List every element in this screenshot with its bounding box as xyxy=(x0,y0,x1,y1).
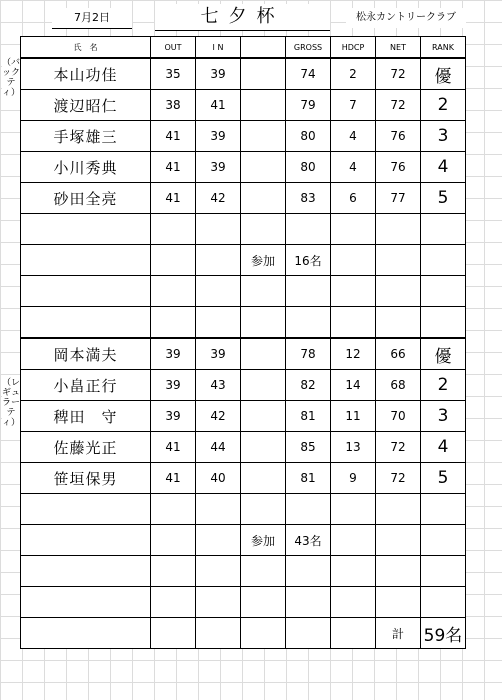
cell-net: 66 xyxy=(376,338,421,370)
cell-gross: 74 xyxy=(286,58,331,90)
cell-in xyxy=(196,587,241,618)
cell-out xyxy=(151,276,196,307)
cell-blank xyxy=(241,90,286,121)
col-gross-header: GROSS xyxy=(286,37,331,59)
cell-rank: 5 xyxy=(421,463,466,494)
cell-rank xyxy=(421,245,466,276)
empty-row xyxy=(21,307,466,339)
cell-gross xyxy=(286,556,331,587)
cell-blank xyxy=(241,432,286,463)
cell-gross: 80 xyxy=(286,121,331,152)
cell-gross xyxy=(286,276,331,307)
cell-net xyxy=(376,245,421,276)
cell-in: 42 xyxy=(196,183,241,214)
cell-in: 39 xyxy=(196,58,241,90)
cell-rank xyxy=(421,556,466,587)
cell-name: 本山功佳 xyxy=(21,58,151,90)
scorecard-table xyxy=(20,36,466,649)
cell-gross xyxy=(286,307,331,339)
cell-gross: 81 xyxy=(286,401,331,432)
cell-net xyxy=(376,276,421,307)
cell-net: 72 xyxy=(376,463,421,494)
table-row xyxy=(21,463,466,494)
cell-hdcp: 14 xyxy=(331,370,376,401)
cell-blank xyxy=(241,307,286,339)
cell-hdcp xyxy=(331,276,376,307)
cell-blank xyxy=(241,214,286,245)
cell-hdcp xyxy=(331,307,376,339)
cell-net: 72 xyxy=(376,432,421,463)
cell-blank xyxy=(241,587,286,618)
cell-hdcp: 13 xyxy=(331,432,376,463)
header-row xyxy=(21,37,466,59)
cell-out xyxy=(151,556,196,587)
cell-gross: 79 xyxy=(286,90,331,121)
cell-gross xyxy=(286,494,331,525)
cell-net xyxy=(376,214,421,245)
cell-blank xyxy=(241,338,286,370)
cell-in xyxy=(196,525,241,556)
cell-net: 72 xyxy=(376,90,421,121)
col-hdcp-header: HDCP xyxy=(331,37,376,59)
cell-gross: 78 xyxy=(286,338,331,370)
cell-out: 38 xyxy=(151,90,196,121)
empty-row xyxy=(21,556,466,587)
table-row xyxy=(21,152,466,183)
cell-gross: 16名 xyxy=(286,245,331,276)
cell-rank xyxy=(421,525,466,556)
cell-gross: 83 xyxy=(286,183,331,214)
cell-rank: 優 xyxy=(421,58,466,90)
cell-rank xyxy=(421,276,466,307)
cell-hdcp: 7 xyxy=(331,90,376,121)
empty-row xyxy=(21,214,466,245)
cell-in xyxy=(196,556,241,587)
cell-out xyxy=(151,587,196,618)
cell-hdcp xyxy=(331,556,376,587)
cell-in: 42 xyxy=(196,401,241,432)
cell-rank: 3 xyxy=(421,121,466,152)
cell-gross xyxy=(286,214,331,245)
cell-name: 小畠正行 xyxy=(21,370,151,401)
cell-gross xyxy=(286,587,331,618)
cell-out xyxy=(151,245,196,276)
cell-out: 41 xyxy=(151,463,196,494)
cell-in xyxy=(196,276,241,307)
cell-out: 35 xyxy=(151,58,196,90)
table-row xyxy=(21,370,466,401)
cell-out: 41 xyxy=(151,432,196,463)
cell-in: 44 xyxy=(196,432,241,463)
cell-gross: 85 xyxy=(286,432,331,463)
cell-hdcp: 6 xyxy=(331,183,376,214)
cell-rank: 3 xyxy=(421,401,466,432)
table-row xyxy=(21,58,466,90)
cell-name: 渡辺昭仁 xyxy=(21,90,151,121)
cell-in: 40 xyxy=(196,463,241,494)
cell-out xyxy=(151,307,196,339)
cell-net: 計 xyxy=(376,618,421,649)
cell-gross: 43名 xyxy=(286,525,331,556)
cell-gross xyxy=(286,618,331,649)
cell-hdcp: 9 xyxy=(331,463,376,494)
cell-hdcp: 4 xyxy=(331,152,376,183)
cell-out: 39 xyxy=(151,401,196,432)
cell-in xyxy=(196,494,241,525)
col-out-header: OUT xyxy=(151,37,196,59)
cell-name xyxy=(21,525,151,556)
cell-name: 手塚雄三 xyxy=(21,121,151,152)
cell-name xyxy=(21,307,151,339)
cell-name xyxy=(21,556,151,587)
col-in-header: I N xyxy=(196,37,241,59)
table-row xyxy=(21,401,466,432)
cell-net xyxy=(376,525,421,556)
col-net-header: NET xyxy=(376,37,421,59)
cell-name xyxy=(21,245,151,276)
cell-in xyxy=(196,214,241,245)
cell-blank xyxy=(241,183,286,214)
cell-blank xyxy=(241,276,286,307)
cell-out xyxy=(151,214,196,245)
cell-blank xyxy=(241,463,286,494)
cell-rank: 4 xyxy=(421,152,466,183)
cell-out: 39 xyxy=(151,370,196,401)
cell-in: 39 xyxy=(196,152,241,183)
cell-blank xyxy=(241,121,286,152)
cell-hdcp: 11 xyxy=(331,401,376,432)
cell-name xyxy=(21,214,151,245)
cell-net: 76 xyxy=(376,152,421,183)
cell-out xyxy=(151,494,196,525)
cell-net xyxy=(376,494,421,525)
col-blank-header xyxy=(241,37,286,59)
club-name: 松永カントリークラブ xyxy=(346,8,466,28)
cell-rank xyxy=(421,587,466,618)
cell-gross: 82 xyxy=(286,370,331,401)
cell-name xyxy=(21,494,151,525)
cell-rank: 2 xyxy=(421,90,466,121)
cell-net xyxy=(376,587,421,618)
col-name-header: 氏 名 xyxy=(21,37,151,59)
cell-blank xyxy=(241,618,286,649)
cell-out: 41 xyxy=(151,121,196,152)
cell-blank xyxy=(241,152,286,183)
side-label-regular-tee: （レギュラーティ） xyxy=(2,378,21,428)
cell-net: 72 xyxy=(376,58,421,90)
cell-hdcp: 4 xyxy=(331,121,376,152)
empty-row xyxy=(21,494,466,525)
tournament-title: 七夕杯 xyxy=(155,4,330,31)
table-row xyxy=(21,338,466,370)
table-row xyxy=(21,90,466,121)
cell-in xyxy=(196,245,241,276)
cell-rank xyxy=(421,214,466,245)
cell-out: 39 xyxy=(151,338,196,370)
cell-rank xyxy=(421,494,466,525)
cell-hdcp xyxy=(331,587,376,618)
cell-blank xyxy=(241,494,286,525)
cell-net xyxy=(376,556,421,587)
empty-row xyxy=(21,587,466,618)
cell-net: 76 xyxy=(376,121,421,152)
cell-rank: 4 xyxy=(421,432,466,463)
cell-in xyxy=(196,307,241,339)
cell-gross: 80 xyxy=(286,152,331,183)
cell-name: 稗田 守 xyxy=(21,401,151,432)
participation-row xyxy=(21,525,466,556)
cell-rank: 優 xyxy=(421,338,466,370)
cell-hdcp: 2 xyxy=(331,58,376,90)
table-row xyxy=(21,432,466,463)
cell-hdcp xyxy=(331,525,376,556)
table-row xyxy=(21,121,466,152)
cell-rank: 5 xyxy=(421,183,466,214)
cell-rank: 59名 xyxy=(421,618,466,649)
cell-name: 笹垣保男 xyxy=(21,463,151,494)
cell-out: 41 xyxy=(151,183,196,214)
cell-in: 39 xyxy=(196,338,241,370)
cell-out xyxy=(151,525,196,556)
cell-out: 41 xyxy=(151,152,196,183)
cell-blank xyxy=(241,370,286,401)
side-label-back-tee: （バックティ） xyxy=(2,58,21,98)
cell-net: 68 xyxy=(376,370,421,401)
cell-name: 砂田全亮 xyxy=(21,183,151,214)
cell-net: 70 xyxy=(376,401,421,432)
cell-hdcp: 12 xyxy=(331,338,376,370)
cell-hdcp xyxy=(331,245,376,276)
cell-hdcp xyxy=(331,494,376,525)
scorecard-body xyxy=(21,58,466,649)
cell-rank: 2 xyxy=(421,370,466,401)
empty-row xyxy=(21,276,466,307)
date-label: 7月2日 xyxy=(52,8,132,29)
cell-name xyxy=(21,276,151,307)
cell-blank: 参加 xyxy=(241,245,286,276)
cell-in: 39 xyxy=(196,121,241,152)
cell-hdcp xyxy=(331,618,376,649)
cell-rank xyxy=(421,307,466,339)
cell-in xyxy=(196,618,241,649)
total-row xyxy=(21,618,466,649)
participation-row xyxy=(21,245,466,276)
col-rank-header: RANK xyxy=(421,37,466,59)
cell-blank xyxy=(241,401,286,432)
cell-name xyxy=(21,587,151,618)
cell-in: 43 xyxy=(196,370,241,401)
cell-blank xyxy=(241,58,286,90)
cell-name xyxy=(21,618,151,649)
cell-name: 小川秀典 xyxy=(21,152,151,183)
cell-net xyxy=(376,307,421,339)
cell-out xyxy=(151,618,196,649)
table-row xyxy=(21,183,466,214)
cell-hdcp xyxy=(331,214,376,245)
cell-in: 41 xyxy=(196,90,241,121)
cell-gross: 81 xyxy=(286,463,331,494)
cell-blank xyxy=(241,556,286,587)
cell-name: 佐藤光正 xyxy=(21,432,151,463)
cell-blank: 参加 xyxy=(241,525,286,556)
cell-net: 77 xyxy=(376,183,421,214)
cell-name: 岡本満夫 xyxy=(21,338,151,370)
